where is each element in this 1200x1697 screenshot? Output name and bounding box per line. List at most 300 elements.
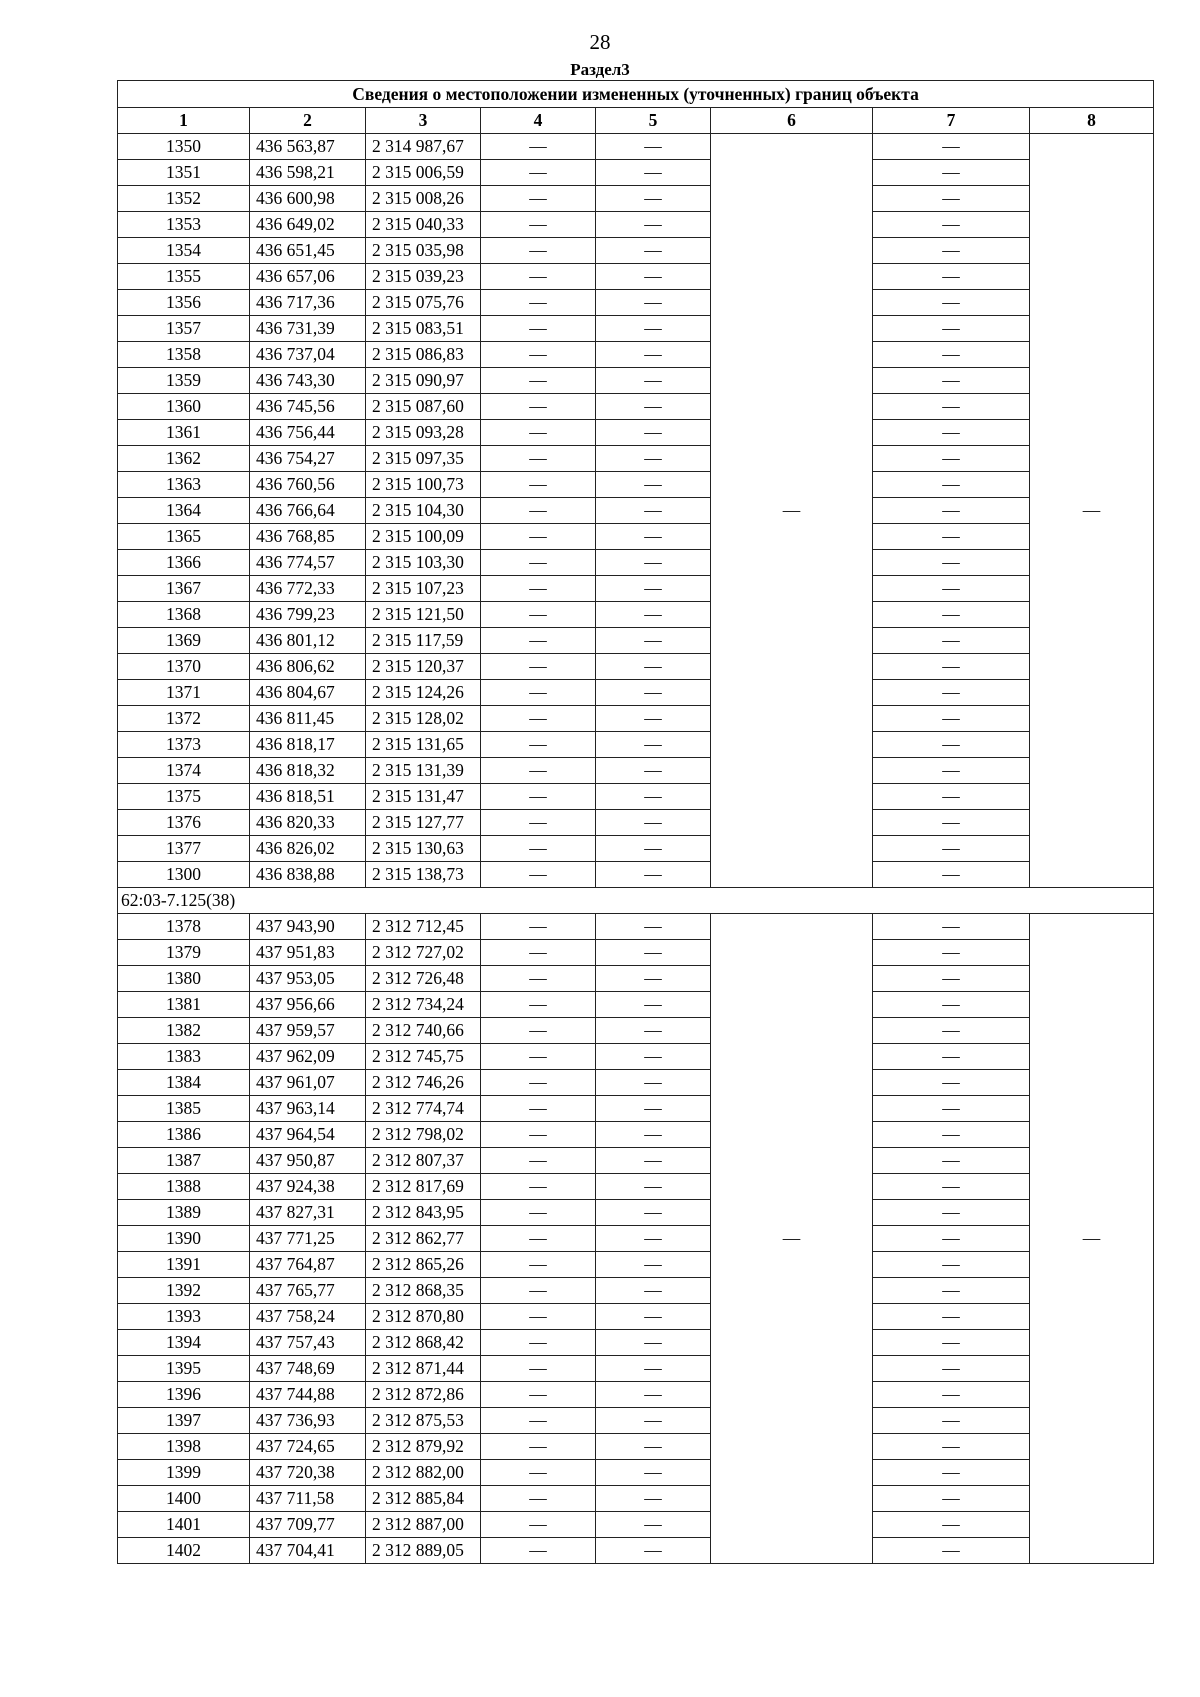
coordinate-x-cell: 436 818,17 bbox=[250, 732, 366, 758]
coordinate-x-cell: 436 600,98 bbox=[250, 186, 366, 212]
column-4-cell: — bbox=[481, 550, 596, 576]
column-7-cell: — bbox=[873, 1512, 1030, 1538]
table-row bbox=[118, 238, 1154, 264]
column-7-cell: — bbox=[873, 186, 1030, 212]
coordinate-x-cell: 437 720,38 bbox=[250, 1460, 366, 1486]
column-4-cell: — bbox=[481, 186, 596, 212]
coordinate-y-cell: 2 312 712,45 bbox=[366, 914, 481, 940]
point-number-cell: 1401 bbox=[118, 1512, 250, 1538]
column-header: 8 bbox=[1030, 108, 1154, 134]
coordinate-x-cell: 436 826,02 bbox=[250, 836, 366, 862]
coordinate-x-cell: 436 766,64 bbox=[250, 498, 366, 524]
column-4-cell: — bbox=[481, 784, 596, 810]
column-7-cell: — bbox=[873, 1148, 1030, 1174]
coordinate-x-cell: 437 704,41 bbox=[250, 1538, 366, 1564]
table-row bbox=[118, 524, 1154, 550]
coordinate-x-cell: 436 799,23 bbox=[250, 602, 366, 628]
column-4-cell: — bbox=[481, 732, 596, 758]
column-4-cell: — bbox=[481, 1434, 596, 1460]
column-7-cell: — bbox=[873, 628, 1030, 654]
column-4-cell: — bbox=[481, 940, 596, 966]
column-5-cell: — bbox=[596, 316, 711, 342]
column-7-cell: — bbox=[873, 290, 1030, 316]
column-7-cell: — bbox=[873, 1070, 1030, 1096]
coordinate-y-cell: 2 312 882,00 bbox=[366, 1460, 481, 1486]
column-header: 2 bbox=[250, 108, 366, 134]
column-header: 3 bbox=[366, 108, 481, 134]
coordinate-y-cell: 2 315 040,33 bbox=[366, 212, 481, 238]
column-5-cell: — bbox=[596, 264, 711, 290]
point-number-cell: 1379 bbox=[118, 940, 250, 966]
column-4-cell: — bbox=[481, 524, 596, 550]
column-7-cell: — bbox=[873, 446, 1030, 472]
table-row bbox=[118, 732, 1154, 758]
column-5-cell: — bbox=[596, 1356, 711, 1382]
coordinate-y-cell: 2 315 075,76 bbox=[366, 290, 481, 316]
column-header: 7 bbox=[873, 108, 1030, 134]
column-5-cell: — bbox=[596, 524, 711, 550]
column-4-cell: — bbox=[481, 134, 596, 160]
column-7-cell: — bbox=[873, 810, 1030, 836]
coordinate-y-cell: 2 312 726,48 bbox=[366, 966, 481, 992]
coordinate-y-cell: 2 312 868,42 bbox=[366, 1330, 481, 1356]
coordinate-x-cell: 437 964,54 bbox=[250, 1122, 366, 1148]
point-number-cell: 1354 bbox=[118, 238, 250, 264]
column-5-cell: — bbox=[596, 1096, 711, 1122]
column-7-cell: — bbox=[873, 1018, 1030, 1044]
point-number-cell: 1398 bbox=[118, 1434, 250, 1460]
coordinate-y-cell: 2 312 746,26 bbox=[366, 1070, 481, 1096]
point-number-cell: 1369 bbox=[118, 628, 250, 654]
coordinate-x-cell: 437 765,77 bbox=[250, 1278, 366, 1304]
table-row bbox=[118, 1252, 1154, 1278]
coordinate-y-cell: 2 315 121,50 bbox=[366, 602, 481, 628]
point-number-cell: 1399 bbox=[118, 1460, 250, 1486]
point-number-cell: 1372 bbox=[118, 706, 250, 732]
column-header: 6 bbox=[711, 108, 873, 134]
table-row bbox=[118, 134, 1154, 160]
column-7-cell: — bbox=[873, 316, 1030, 342]
column-5-cell: — bbox=[596, 914, 711, 940]
coordinate-x-cell: 437 924,38 bbox=[250, 1174, 366, 1200]
point-number-cell: 1368 bbox=[118, 602, 250, 628]
column-5-cell: — bbox=[596, 1252, 711, 1278]
column-5-cell: — bbox=[596, 992, 711, 1018]
coordinate-x-cell: 437 748,69 bbox=[250, 1356, 366, 1382]
table-row bbox=[118, 654, 1154, 680]
column-4-cell: — bbox=[481, 316, 596, 342]
table-row bbox=[118, 290, 1154, 316]
table-row bbox=[118, 1460, 1154, 1486]
column-7-cell: — bbox=[873, 784, 1030, 810]
column-header: 4 bbox=[481, 108, 596, 134]
column-5-cell: — bbox=[596, 394, 711, 420]
point-number-cell: 1400 bbox=[118, 1486, 250, 1512]
table-row bbox=[118, 836, 1154, 862]
column-5-cell: — bbox=[596, 1512, 711, 1538]
table-row bbox=[118, 1044, 1154, 1070]
column-7-cell: — bbox=[873, 836, 1030, 862]
column-5-cell: — bbox=[596, 550, 711, 576]
column-header: 5 bbox=[596, 108, 711, 134]
table-row bbox=[118, 394, 1154, 420]
coordinate-x-cell: 436 804,67 bbox=[250, 680, 366, 706]
point-number-cell: 1385 bbox=[118, 1096, 250, 1122]
coordinate-y-cell: 2 315 104,30 bbox=[366, 498, 481, 524]
coordinate-y-cell: 2 314 987,67 bbox=[366, 134, 481, 160]
point-number-cell: 1375 bbox=[118, 784, 250, 810]
coordinate-x-cell: 437 764,87 bbox=[250, 1252, 366, 1278]
column-7-cell: — bbox=[873, 1044, 1030, 1070]
coordinate-y-cell: 2 315 090,97 bbox=[366, 368, 481, 394]
column-5-cell: — bbox=[596, 134, 711, 160]
coordinate-x-cell: 437 711,58 bbox=[250, 1486, 366, 1512]
coordinate-x-cell: 436 649,02 bbox=[250, 212, 366, 238]
point-number-cell: 1352 bbox=[118, 186, 250, 212]
point-number-cell: 1397 bbox=[118, 1408, 250, 1434]
coordinate-y-cell: 2 312 843,95 bbox=[366, 1200, 481, 1226]
coordinate-y-cell: 2 312 727,02 bbox=[366, 940, 481, 966]
column-5-cell: — bbox=[596, 1200, 711, 1226]
column-4-cell: — bbox=[481, 1408, 596, 1434]
coordinate-x-cell: 436 772,33 bbox=[250, 576, 366, 602]
column-8-merged-cell: — bbox=[1030, 134, 1154, 888]
coordinate-y-cell: 2 312 807,37 bbox=[366, 1148, 481, 1174]
page-number: 28 bbox=[589, 30, 611, 54]
table-row bbox=[118, 966, 1154, 992]
column-4-cell: — bbox=[481, 1200, 596, 1226]
point-number-cell: 1402 bbox=[118, 1538, 250, 1564]
table-row bbox=[118, 680, 1154, 706]
column-4-cell: — bbox=[481, 992, 596, 1018]
table-row bbox=[118, 576, 1154, 602]
coordinate-x-cell: 437 827,31 bbox=[250, 1200, 366, 1226]
column-5-cell: — bbox=[596, 810, 711, 836]
column-5-cell: — bbox=[596, 1044, 711, 1070]
column-7-cell: — bbox=[873, 1278, 1030, 1304]
column-7-cell: — bbox=[873, 238, 1030, 264]
table-row bbox=[118, 1226, 1154, 1252]
point-number-cell: 1393 bbox=[118, 1304, 250, 1330]
column-5-cell: — bbox=[596, 680, 711, 706]
column-7-cell: — bbox=[873, 420, 1030, 446]
coordinate-y-cell: 2 315 130,63 bbox=[366, 836, 481, 862]
table-row bbox=[118, 992, 1154, 1018]
column-7-cell: — bbox=[873, 1096, 1030, 1122]
point-number-cell: 1389 bbox=[118, 1200, 250, 1226]
table-row bbox=[118, 1122, 1154, 1148]
table-row bbox=[118, 1486, 1154, 1512]
table-row bbox=[118, 316, 1154, 342]
column-4-cell: — bbox=[481, 368, 596, 394]
column-4-cell: — bbox=[481, 342, 596, 368]
table-row bbox=[118, 1434, 1154, 1460]
column-7-cell: — bbox=[873, 732, 1030, 758]
column-6-merged-cell: — bbox=[711, 134, 873, 888]
column-4-cell: — bbox=[481, 836, 596, 862]
point-number-cell: 1381 bbox=[118, 992, 250, 1018]
coordinate-y-cell: 2 312 734,24 bbox=[366, 992, 481, 1018]
column-5-cell: — bbox=[596, 732, 711, 758]
column-5-cell: — bbox=[596, 1148, 711, 1174]
column-4-cell: — bbox=[481, 212, 596, 238]
table-row bbox=[118, 1512, 1154, 1538]
table-row bbox=[118, 1382, 1154, 1408]
column-5-cell: — bbox=[596, 186, 711, 212]
column-4-cell: — bbox=[481, 966, 596, 992]
column-5-cell: — bbox=[596, 1382, 711, 1408]
coordinate-x-cell: 437 709,77 bbox=[250, 1512, 366, 1538]
coordinate-y-cell: 2 315 131,47 bbox=[366, 784, 481, 810]
point-number-cell: 1396 bbox=[118, 1382, 250, 1408]
column-5-cell: — bbox=[596, 1486, 711, 1512]
coordinate-x-cell: 436 717,36 bbox=[250, 290, 366, 316]
column-7-cell: — bbox=[873, 576, 1030, 602]
table-row bbox=[118, 550, 1154, 576]
coordinate-x-cell: 436 651,45 bbox=[250, 238, 366, 264]
point-number-cell: 1358 bbox=[118, 342, 250, 368]
column-5-cell: — bbox=[596, 758, 711, 784]
column-5-cell: — bbox=[596, 1278, 711, 1304]
column-4-cell: — bbox=[481, 420, 596, 446]
column-5-cell: — bbox=[596, 1460, 711, 1486]
column-4-cell: — bbox=[481, 1226, 596, 1252]
column-7-cell: — bbox=[873, 992, 1030, 1018]
column-4-cell: — bbox=[481, 706, 596, 732]
table-row bbox=[118, 914, 1154, 940]
column-7-cell: — bbox=[873, 914, 1030, 940]
column-5-cell: — bbox=[596, 342, 711, 368]
column-7-cell: — bbox=[873, 1122, 1030, 1148]
column-5-cell: — bbox=[596, 1304, 711, 1330]
column-4-cell: — bbox=[481, 1486, 596, 1512]
column-4-cell: — bbox=[481, 602, 596, 628]
column-7-cell: — bbox=[873, 342, 1030, 368]
point-number-cell: 1366 bbox=[118, 550, 250, 576]
coordinate-y-cell: 2 312 875,53 bbox=[366, 1408, 481, 1434]
column-5-cell: — bbox=[596, 238, 711, 264]
column-7-cell: — bbox=[873, 1304, 1030, 1330]
table-row bbox=[118, 1096, 1154, 1122]
coordinate-x-cell: 436 754,27 bbox=[250, 446, 366, 472]
table-row bbox=[118, 1356, 1154, 1382]
point-number-cell: 1388 bbox=[118, 1174, 250, 1200]
column-4-cell: — bbox=[481, 628, 596, 654]
column-4-cell: — bbox=[481, 472, 596, 498]
coordinate-x-cell: 436 820,33 bbox=[250, 810, 366, 836]
coordinate-y-cell: 2 315 087,60 bbox=[366, 394, 481, 420]
column-5-cell: — bbox=[596, 1226, 711, 1252]
point-number-cell: 1384 bbox=[118, 1070, 250, 1096]
column-4-cell: — bbox=[481, 914, 596, 940]
table-row bbox=[118, 342, 1154, 368]
coordinate-y-cell: 2 312 871,44 bbox=[366, 1356, 481, 1382]
coordinate-x-cell: 436 801,12 bbox=[250, 628, 366, 654]
point-number-cell: 1370 bbox=[118, 654, 250, 680]
boundary-coordinates-table bbox=[117, 80, 1154, 1564]
table-row bbox=[118, 758, 1154, 784]
coordinate-y-cell: 2 315 086,83 bbox=[366, 342, 481, 368]
column-7-cell: — bbox=[873, 212, 1030, 238]
coordinate-x-cell: 436 774,57 bbox=[250, 550, 366, 576]
coordinate-y-cell: 2 312 879,92 bbox=[366, 1434, 481, 1460]
point-number-cell: 1390 bbox=[118, 1226, 250, 1252]
column-4-cell: — bbox=[481, 160, 596, 186]
table-row bbox=[118, 1304, 1154, 1330]
coordinate-x-cell: 437 963,14 bbox=[250, 1096, 366, 1122]
column-4-cell: — bbox=[481, 394, 596, 420]
coordinate-x-cell: 437 744,88 bbox=[250, 1382, 366, 1408]
column-6-merged-cell: — bbox=[711, 914, 873, 1564]
coordinate-y-cell: 2 312 865,26 bbox=[366, 1252, 481, 1278]
coordinate-x-cell: 436 743,30 bbox=[250, 368, 366, 394]
coordinate-x-cell: 437 758,24 bbox=[250, 1304, 366, 1330]
table-row bbox=[118, 862, 1154, 888]
column-5-cell: — bbox=[596, 498, 711, 524]
column-5-cell: — bbox=[596, 862, 711, 888]
table-row bbox=[118, 212, 1154, 238]
column-4-cell: — bbox=[481, 1538, 596, 1564]
table-body bbox=[118, 134, 1154, 1564]
coordinate-y-cell: 2 312 870,80 bbox=[366, 1304, 481, 1330]
column-5-cell: — bbox=[596, 602, 711, 628]
coordinate-y-cell: 2 315 097,35 bbox=[366, 446, 481, 472]
coordinate-y-cell: 2 312 798,02 bbox=[366, 1122, 481, 1148]
coordinate-y-cell: 2 315 103,30 bbox=[366, 550, 481, 576]
coordinate-x-cell: 437 736,93 bbox=[250, 1408, 366, 1434]
table-row bbox=[118, 420, 1154, 446]
point-number-cell: 1391 bbox=[118, 1252, 250, 1278]
coordinate-y-cell: 2 312 774,74 bbox=[366, 1096, 481, 1122]
coordinate-x-cell: 437 961,07 bbox=[250, 1070, 366, 1096]
table-row bbox=[118, 602, 1154, 628]
column-4-cell: — bbox=[481, 862, 596, 888]
column-5-cell: — bbox=[596, 212, 711, 238]
column-4-cell: — bbox=[481, 1122, 596, 1148]
coordinate-y-cell: 2 312 872,86 bbox=[366, 1382, 481, 1408]
coordinate-y-cell: 2 315 035,98 bbox=[366, 238, 481, 264]
column-7-cell: — bbox=[873, 160, 1030, 186]
column-7-cell: — bbox=[873, 472, 1030, 498]
point-number-cell: 1359 bbox=[118, 368, 250, 394]
coordinate-y-cell: 2 315 124,26 bbox=[366, 680, 481, 706]
table-row bbox=[118, 498, 1154, 524]
coordinate-x-cell: 437 951,83 bbox=[250, 940, 366, 966]
table-row bbox=[118, 1538, 1154, 1564]
coordinate-x-cell: 437 950,87 bbox=[250, 1148, 366, 1174]
table-row bbox=[118, 810, 1154, 836]
column-7-cell: — bbox=[873, 1486, 1030, 1512]
column-4-cell: — bbox=[481, 1174, 596, 1200]
coordinate-y-cell: 2 315 131,65 bbox=[366, 732, 481, 758]
column-5-cell: — bbox=[596, 836, 711, 862]
coordinate-y-cell: 2 315 039,23 bbox=[366, 264, 481, 290]
section-title: Раздел3 bbox=[570, 60, 630, 79]
column-5-cell: — bbox=[596, 1174, 711, 1200]
column-4-cell: — bbox=[481, 498, 596, 524]
coordinate-y-cell: 2 315 083,51 bbox=[366, 316, 481, 342]
point-number-cell: 1383 bbox=[118, 1044, 250, 1070]
column-5-cell: — bbox=[596, 1330, 711, 1356]
point-number-cell: 1351 bbox=[118, 160, 250, 186]
column-5-cell: — bbox=[596, 420, 711, 446]
coordinate-x-cell: 436 756,44 bbox=[250, 420, 366, 446]
column-7-cell: — bbox=[873, 758, 1030, 784]
coordinate-x-cell: 436 806,62 bbox=[250, 654, 366, 680]
column-5-cell: — bbox=[596, 628, 711, 654]
table-row bbox=[118, 1278, 1154, 1304]
point-number-cell: 1363 bbox=[118, 472, 250, 498]
column-4-cell: — bbox=[481, 1278, 596, 1304]
coordinate-y-cell: 2 312 868,35 bbox=[366, 1278, 481, 1304]
column-4-cell: — bbox=[481, 1460, 596, 1486]
coordinate-x-cell: 437 771,25 bbox=[250, 1226, 366, 1252]
column-7-cell: — bbox=[873, 1252, 1030, 1278]
column-7-cell: — bbox=[873, 264, 1030, 290]
point-number-cell: 1386 bbox=[118, 1122, 250, 1148]
table-row bbox=[118, 1174, 1154, 1200]
column-7-cell: — bbox=[873, 134, 1030, 160]
column-7-cell: — bbox=[873, 654, 1030, 680]
table-row bbox=[118, 940, 1154, 966]
coordinate-x-cell: 436 563,87 bbox=[250, 134, 366, 160]
coordinate-x-cell: 436 768,85 bbox=[250, 524, 366, 550]
point-number-cell: 1362 bbox=[118, 446, 250, 472]
column-5-cell: — bbox=[596, 1018, 711, 1044]
coordinate-y-cell: 2 312 887,00 bbox=[366, 1512, 481, 1538]
coordinate-y-cell: 2 315 128,02 bbox=[366, 706, 481, 732]
point-number-cell: 1355 bbox=[118, 264, 250, 290]
point-number-cell: 1357 bbox=[118, 316, 250, 342]
coordinate-y-cell: 2 315 131,39 bbox=[366, 758, 481, 784]
coordinate-y-cell: 2 312 889,05 bbox=[366, 1538, 481, 1564]
column-7-cell: — bbox=[873, 1434, 1030, 1460]
column-4-cell: — bbox=[481, 1304, 596, 1330]
table-row bbox=[118, 186, 1154, 212]
column-7-cell: — bbox=[873, 1382, 1030, 1408]
column-4-cell: — bbox=[481, 1044, 596, 1070]
coordinate-y-cell: 2 315 008,26 bbox=[366, 186, 481, 212]
point-number-cell: 1353 bbox=[118, 212, 250, 238]
table-row bbox=[118, 264, 1154, 290]
column-7-cell: — bbox=[873, 498, 1030, 524]
point-number-cell: 1350 bbox=[118, 134, 250, 160]
point-number-cell: 1356 bbox=[118, 290, 250, 316]
point-number-cell: 1380 bbox=[118, 966, 250, 992]
coordinate-x-cell: 437 962,09 bbox=[250, 1044, 366, 1070]
column-4-cell: — bbox=[481, 1070, 596, 1096]
table-row bbox=[118, 1408, 1154, 1434]
column-7-cell: — bbox=[873, 524, 1030, 550]
column-4-cell: — bbox=[481, 1252, 596, 1278]
point-number-cell: 1387 bbox=[118, 1148, 250, 1174]
column-7-cell: — bbox=[873, 940, 1030, 966]
column-5-cell: — bbox=[596, 160, 711, 186]
point-number-cell: 1365 bbox=[118, 524, 250, 550]
table-row bbox=[118, 1200, 1154, 1226]
point-number-cell: 1364 bbox=[118, 498, 250, 524]
column-4-cell: — bbox=[481, 680, 596, 706]
coordinate-x-cell: 437 956,66 bbox=[250, 992, 366, 1018]
column-5-cell: — bbox=[596, 966, 711, 992]
coordinate-x-cell: 437 959,57 bbox=[250, 1018, 366, 1044]
coordinate-x-cell: 436 818,32 bbox=[250, 758, 366, 784]
column-4-cell: — bbox=[481, 576, 596, 602]
column-5-cell: — bbox=[596, 290, 711, 316]
coordinate-x-cell: 436 737,04 bbox=[250, 342, 366, 368]
point-number-cell: 1374 bbox=[118, 758, 250, 784]
column-7-cell: — bbox=[873, 1460, 1030, 1486]
